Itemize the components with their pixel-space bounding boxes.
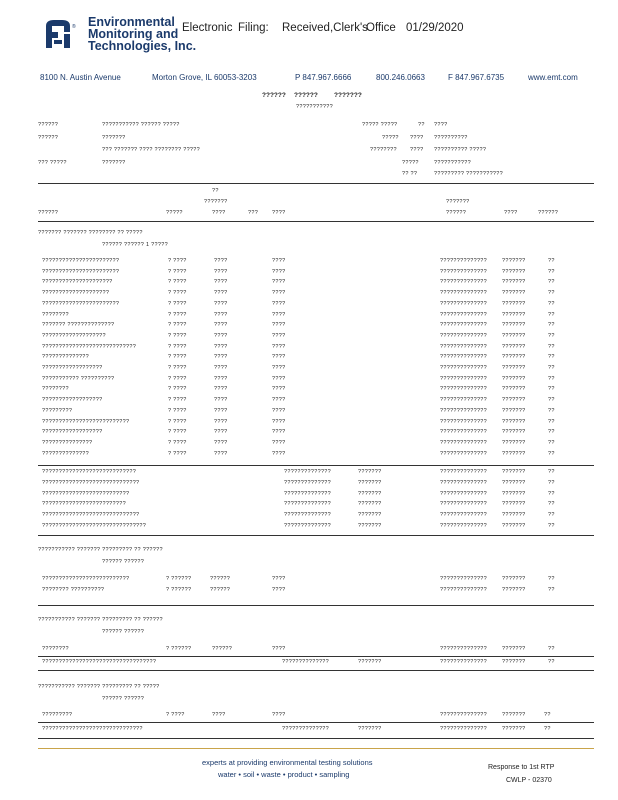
info-value: ??????? <box>102 135 126 141</box>
cell: ???? <box>272 450 286 457</box>
cell: ??????? <box>502 439 526 446</box>
cell: ?? <box>548 407 555 414</box>
cell: ?????????????? <box>440 659 488 665</box>
cell: ? ?????? <box>166 587 192 593</box>
col-head-top-right: ??????? <box>446 199 470 205</box>
section-label: ??????? ??????? ???????? ?? ????? <box>38 230 143 236</box>
cell: ?????????????? <box>284 490 332 497</box>
address-fax: F 847.967.6735 <box>448 73 505 82</box>
cell: ? ???? <box>168 354 187 361</box>
section-label: ??????????? ??????? ????????? ?? ?????? <box>38 547 163 553</box>
cell: ?????????????? <box>440 322 488 329</box>
cell: ??????? <box>358 469 382 475</box>
cell: ??????? <box>502 587 526 593</box>
divider <box>38 183 594 184</box>
cell: ???? <box>214 300 228 307</box>
analyte-name: ?????????????????? <box>42 365 103 371</box>
col-head-top: ??????? <box>204 199 228 205</box>
cell: ?????????????? <box>440 279 488 286</box>
cell: ???? <box>214 268 228 275</box>
cell: ??????? <box>358 490 382 497</box>
address-street: 8100 N. Austin Avenue <box>40 73 121 82</box>
cell: ??????? <box>502 397 526 404</box>
section-sublabel: ?????? ?????? <box>102 629 145 635</box>
column-header: ???? <box>272 210 286 216</box>
cell: ?????????????? <box>282 659 330 665</box>
analyte-name: ??????????????? <box>42 439 93 446</box>
cell: ?????????????? <box>440 439 488 446</box>
info-right-label: ?? ?? <box>402 171 418 177</box>
cell: ???? <box>272 332 286 339</box>
cell: ??????? <box>502 429 526 436</box>
section-label: ??????????? ??????? ????????? ?? ????? <box>38 684 160 690</box>
cell: ???? <box>214 311 228 318</box>
response-note: Response to 1st RTP <box>488 764 555 771</box>
cell: ?? <box>548 576 555 582</box>
cell: ???? <box>272 322 286 329</box>
cell: ???? <box>272 290 286 297</box>
cell: ??????? <box>358 726 382 732</box>
cell: ? ???? <box>168 365 187 371</box>
cell: ?? <box>548 418 555 425</box>
column-header: ???? <box>212 210 226 216</box>
filing-date: 01/29/2020 <box>406 22 464 34</box>
total-name: ?????????????????????????? <box>42 490 130 497</box>
cell: ?????????????? <box>440 490 488 497</box>
cell: ???? <box>214 397 228 404</box>
cell: ??????? <box>502 311 526 318</box>
footer-tagline: experts at providing environmental testing solutions <box>202 758 373 767</box>
cell: ?????????????? <box>284 479 332 486</box>
cell: ??????? <box>502 290 526 297</box>
cell: ???? <box>272 268 286 275</box>
cell: ?? <box>548 429 555 436</box>
cell: ?????????????? <box>284 501 332 508</box>
section-sublabel: ?????? ?????? <box>102 696 145 702</box>
cell: ? ???? <box>168 386 187 393</box>
cell: ?????????????? <box>440 375 488 382</box>
cell: ??????? <box>502 418 526 425</box>
cell: ? ?????? <box>166 576 192 582</box>
divider <box>38 465 594 466</box>
cell: ?? <box>544 726 551 732</box>
filing-office: Office <box>366 22 396 34</box>
cell: ?? <box>548 343 555 350</box>
cell: ???? <box>214 322 228 329</box>
cell: ?????????????? <box>440 290 488 297</box>
cell: ???? <box>214 332 228 339</box>
info-value: ??????????? ?????? ????? <box>102 122 180 128</box>
info-right-label: ????? <box>382 135 399 141</box>
cell: ???? <box>214 354 228 361</box>
analyte-name: ??????? ?????????????? <box>42 322 115 329</box>
divider <box>38 221 594 222</box>
cell: ??????? <box>502 407 526 414</box>
divider <box>38 738 594 739</box>
cell: ??????? <box>502 512 526 519</box>
cell: ???? <box>272 439 286 446</box>
cell: ?????????????? <box>440 365 488 371</box>
cell: ???? <box>214 386 228 393</box>
cell: ?? <box>548 490 555 497</box>
cell: ???? <box>272 712 286 718</box>
cell: ?????????????? <box>440 523 488 529</box>
address-phone: P 847.967.6666 <box>295 73 352 82</box>
cell: ? ???? <box>168 290 187 297</box>
address-web: www.emt.com <box>528 73 578 82</box>
cell: ?? <box>548 322 555 329</box>
cell: ? ???? <box>168 429 187 436</box>
total-name: ???????????????????????????? <box>42 469 137 475</box>
cell: ?????????????? <box>440 501 488 508</box>
cell: ?? <box>548 646 555 652</box>
cwlp-note: CWLP - 02370 <box>506 777 552 784</box>
cell: ?? <box>548 479 555 486</box>
cell: ?????????????? <box>440 726 488 732</box>
analyte-name: ??????????????????? <box>42 332 106 339</box>
cell: ?? <box>548 439 555 446</box>
total-name: ?????????????????????????????? <box>42 726 143 732</box>
cell: ???? <box>272 311 286 318</box>
cell: ??????? <box>502 646 526 652</box>
cell: ?? <box>548 258 555 264</box>
analyte-name: ??????????????????????? <box>42 268 120 275</box>
cell: ?? <box>548 354 555 361</box>
cell: ? ?????? <box>166 646 192 652</box>
info-label: ?????? <box>38 135 59 141</box>
cell: ??????? <box>358 479 382 486</box>
cell: ?????????????? <box>440 386 488 393</box>
cell: ?????????????? <box>282 726 330 732</box>
column-header: ??? <box>248 210 259 216</box>
cell: ?? <box>548 290 555 297</box>
col-head-top: ?? <box>212 188 219 194</box>
total-name: ??????????????????????????????? <box>42 523 147 529</box>
cell: ? ???? <box>168 279 187 286</box>
cell: ??????? <box>502 300 526 307</box>
cell: ?????????????? <box>440 712 488 718</box>
analyte-name: ??????????? ?????????? <box>42 375 115 382</box>
info-right-mid: ???? <box>410 147 424 153</box>
info-value: ??? ??????? ???? ???????? ????? <box>102 147 201 153</box>
analyte-name: ??????????????????????? <box>42 258 120 264</box>
footer-services: water • soil • waste • product • sampling <box>218 770 350 779</box>
analyte-name: ????????? <box>42 712 73 718</box>
cell: ?????????????? <box>440 354 488 361</box>
info-right-label: ???????? <box>370 147 397 153</box>
info-right-label: ????? <box>402 160 419 166</box>
total-name: ????????????????????????????? <box>42 479 140 486</box>
cell: ?? <box>548 300 555 307</box>
cell: ??????? <box>502 322 526 329</box>
analyte-name: ???????? <box>42 386 69 393</box>
analyte-name: ??????????????????????? <box>42 300 120 307</box>
cell: ?????????????? <box>440 300 488 307</box>
cell: ???? <box>214 343 228 350</box>
cell: ?????? <box>210 587 231 593</box>
cell: ? ???? <box>168 300 187 307</box>
analyte-name: ???????? ?????????? <box>42 587 105 593</box>
cell: ?????????????? <box>440 343 488 350</box>
info-right-mid: ?? <box>418 122 425 128</box>
company-name-line1: Environmental <box>88 15 175 29</box>
cell: ? ???? <box>168 407 187 414</box>
cell: ???? <box>272 397 286 404</box>
info-label: ?????? <box>38 122 59 128</box>
filing-electronic: Electronic <box>182 22 233 34</box>
report-title-3: ??????? <box>334 92 362 99</box>
cell: ??????? <box>502 354 526 361</box>
cell: ??????? <box>502 726 526 732</box>
company-name-line2: Monitoring and <box>88 27 179 41</box>
cell: ?? <box>548 397 555 404</box>
cell: ???? <box>272 587 286 593</box>
analyte-name: ????????? <box>42 407 73 414</box>
cell: ?????????????? <box>440 268 488 275</box>
cell: ?????????????? <box>440 450 488 457</box>
section-sublabel: ?????? ?????? 1 ????? <box>102 242 168 248</box>
cell: ?? <box>548 450 555 457</box>
svg-text:®: ® <box>72 24 76 30</box>
info-value: ??????? <box>102 160 126 166</box>
cell: ? ???? <box>168 375 187 382</box>
cell: ? ???? <box>168 311 187 318</box>
cell: ??????? <box>502 712 526 718</box>
cell: ?????????????? <box>440 429 488 436</box>
cell: ??????? <box>502 268 526 275</box>
cell: ???? <box>272 418 286 425</box>
analyte-name: ???????? <box>42 646 69 652</box>
company-logo-icon <box>40 18 80 52</box>
cell: ? ???? <box>168 268 187 275</box>
report-subtitle: ??????????? <box>296 104 333 110</box>
cell: ?????????????? <box>284 523 332 529</box>
cell: ???? <box>214 365 228 371</box>
cell: ??????? <box>502 501 526 508</box>
footer-rule <box>38 748 594 749</box>
cell: ? ???? <box>168 258 187 264</box>
divider <box>38 722 594 723</box>
cell: ??????? <box>502 450 526 457</box>
cell: ?????????????? <box>440 407 488 414</box>
cell: ??????? <box>502 523 526 529</box>
cell: ???? <box>272 343 286 350</box>
company-name-line3: Technologies, Inc. <box>88 39 197 53</box>
info-label: ??? ????? <box>38 160 67 166</box>
cell: ???? <box>214 279 228 286</box>
cell: ?????????????? <box>440 397 488 404</box>
analyte-name: ?????????????????? <box>42 429 103 436</box>
cell: ?????????????? <box>440 646 488 652</box>
cell: ???? <box>212 712 226 718</box>
filing-label: Filing: <box>238 22 269 34</box>
cell: ?????????????? <box>440 418 488 425</box>
filing-received: Received,Clerk's <box>282 22 368 34</box>
cell: ???? <box>272 375 286 382</box>
report-title-1: ?????? <box>262 92 286 99</box>
address-city: Morton Grove, IL 60053-3203 <box>152 73 257 82</box>
cell: ??????? <box>502 479 526 486</box>
total-name: ?????????????????????????????????? <box>42 659 157 665</box>
cell: ?? <box>548 512 555 519</box>
cell: ? ???? <box>168 322 187 329</box>
total-name: ????????????????????????????? <box>42 512 140 519</box>
cell: ???? <box>214 407 228 414</box>
cell: ???? <box>214 290 228 297</box>
cell: ?? <box>544 712 551 718</box>
section-sublabel: ?????? ?????? <box>102 559 145 565</box>
cell: ??????? <box>358 501 382 508</box>
cell: ?? <box>548 279 555 286</box>
cell: ?????????????? <box>440 258 488 264</box>
analyte-name: ?????????????????? <box>42 397 103 404</box>
cell: ? ???? <box>168 332 187 339</box>
cell: ???? <box>272 354 286 361</box>
cell: ?? <box>548 469 555 475</box>
cell: ?????????????? <box>440 311 488 318</box>
analyte-name: ?????????????? <box>42 354 90 361</box>
cell: ?????? <box>212 646 233 652</box>
cell: ???? <box>272 429 286 436</box>
cell: ??????? <box>358 523 382 529</box>
column-header: ????? <box>166 210 183 216</box>
cell: ?? <box>548 587 555 593</box>
cell: ??????? <box>502 490 526 497</box>
cell: ? ???? <box>168 450 187 457</box>
cell: ?? <box>548 365 555 371</box>
cell: ?? <box>548 501 555 508</box>
cell: ??????? <box>502 375 526 382</box>
total-name: ????????????????????????? <box>42 501 126 508</box>
cell: ??????? <box>502 343 526 350</box>
cell: ? ???? <box>168 343 187 350</box>
cell: ? ???? <box>168 439 187 446</box>
info-right-mid: ???? <box>410 135 424 141</box>
cell: ???? <box>272 576 286 582</box>
column-header: ???? <box>504 210 518 216</box>
report-title-2: ?????? <box>294 92 318 99</box>
info-right-value: ?????????? ????? <box>434 147 487 153</box>
cell: ?? <box>548 268 555 275</box>
cell: ??????? <box>358 659 382 665</box>
cell: ?? <box>548 386 555 393</box>
info-right-value: ???? <box>434 122 448 128</box>
analyte-name: ?????????????? <box>42 450 90 457</box>
cell: ??????? <box>358 512 382 519</box>
divider <box>38 656 594 657</box>
analyte-name: ???????????????????? <box>42 290 110 297</box>
analyte-name: ?????????????????????????? <box>42 418 130 425</box>
cell: ???? <box>272 386 286 393</box>
cell: ?????????????? <box>440 332 488 339</box>
cell: ? ???? <box>166 712 185 718</box>
divider <box>38 535 594 536</box>
info-right-value: ????????? ??????????? <box>434 171 504 177</box>
address-tollfree: 800.246.0663 <box>376 73 425 82</box>
column-header: ?????? <box>538 210 559 216</box>
cell: ? ???? <box>168 418 187 425</box>
cell: ??????? <box>502 576 526 582</box>
cell: ?????????????? <box>440 587 488 593</box>
cell: ??????? <box>502 386 526 393</box>
cell: ???? <box>272 365 286 371</box>
cell: ?? <box>548 311 555 318</box>
column-header: ?????? <box>446 210 467 216</box>
cell: ??????? <box>502 279 526 286</box>
cell: ?? <box>548 375 555 382</box>
cell: ? ???? <box>168 397 187 404</box>
cell: ???? <box>214 439 228 446</box>
cell: ??????? <box>502 365 526 371</box>
cell: ???? <box>272 300 286 307</box>
cell: ???? <box>214 375 228 382</box>
analyte-name: ????????????????????? <box>42 279 113 286</box>
cell: ???? <box>214 418 228 425</box>
cell: ?? <box>548 332 555 339</box>
cell: ??????? <box>502 332 526 339</box>
cell: ???? <box>214 450 228 457</box>
cell: ??????? <box>502 469 526 475</box>
cell: ???? <box>214 258 228 264</box>
cell: ?? <box>548 659 555 665</box>
cell: ?????????????? <box>284 512 332 519</box>
info-right-label: ????? ????? <box>362 122 398 128</box>
cell: ?????? <box>210 576 231 582</box>
cell: ???? <box>272 646 286 652</box>
section-label: ??????????? ??????? ????????? ?? ?????? <box>38 617 163 623</box>
analyte-name: ???????????????????????????? <box>42 343 137 350</box>
cell: ???? <box>272 258 286 264</box>
cell: ?????????????? <box>440 479 488 486</box>
cell: ?? <box>548 523 555 529</box>
cell: ???? <box>214 429 228 436</box>
info-right-value: ??????????? <box>434 160 471 166</box>
cell: ??????? <box>502 258 526 264</box>
divider <box>38 605 594 606</box>
info-right-value: ?????????? <box>434 135 468 141</box>
divider <box>38 670 594 671</box>
cell: ?????????????? <box>440 469 488 475</box>
cell: ??????? <box>502 659 526 665</box>
cell: ???? <box>272 407 286 414</box>
cell: ???? <box>272 279 286 286</box>
column-header: ?????? <box>38 210 59 216</box>
cell: ?????????????? <box>284 469 332 475</box>
cell: ?????????????? <box>440 576 488 582</box>
cell: ?????????????? <box>440 512 488 519</box>
analyte-name: ?????????????????????????? <box>42 576 130 582</box>
analyte-name: ???????? <box>42 311 69 318</box>
